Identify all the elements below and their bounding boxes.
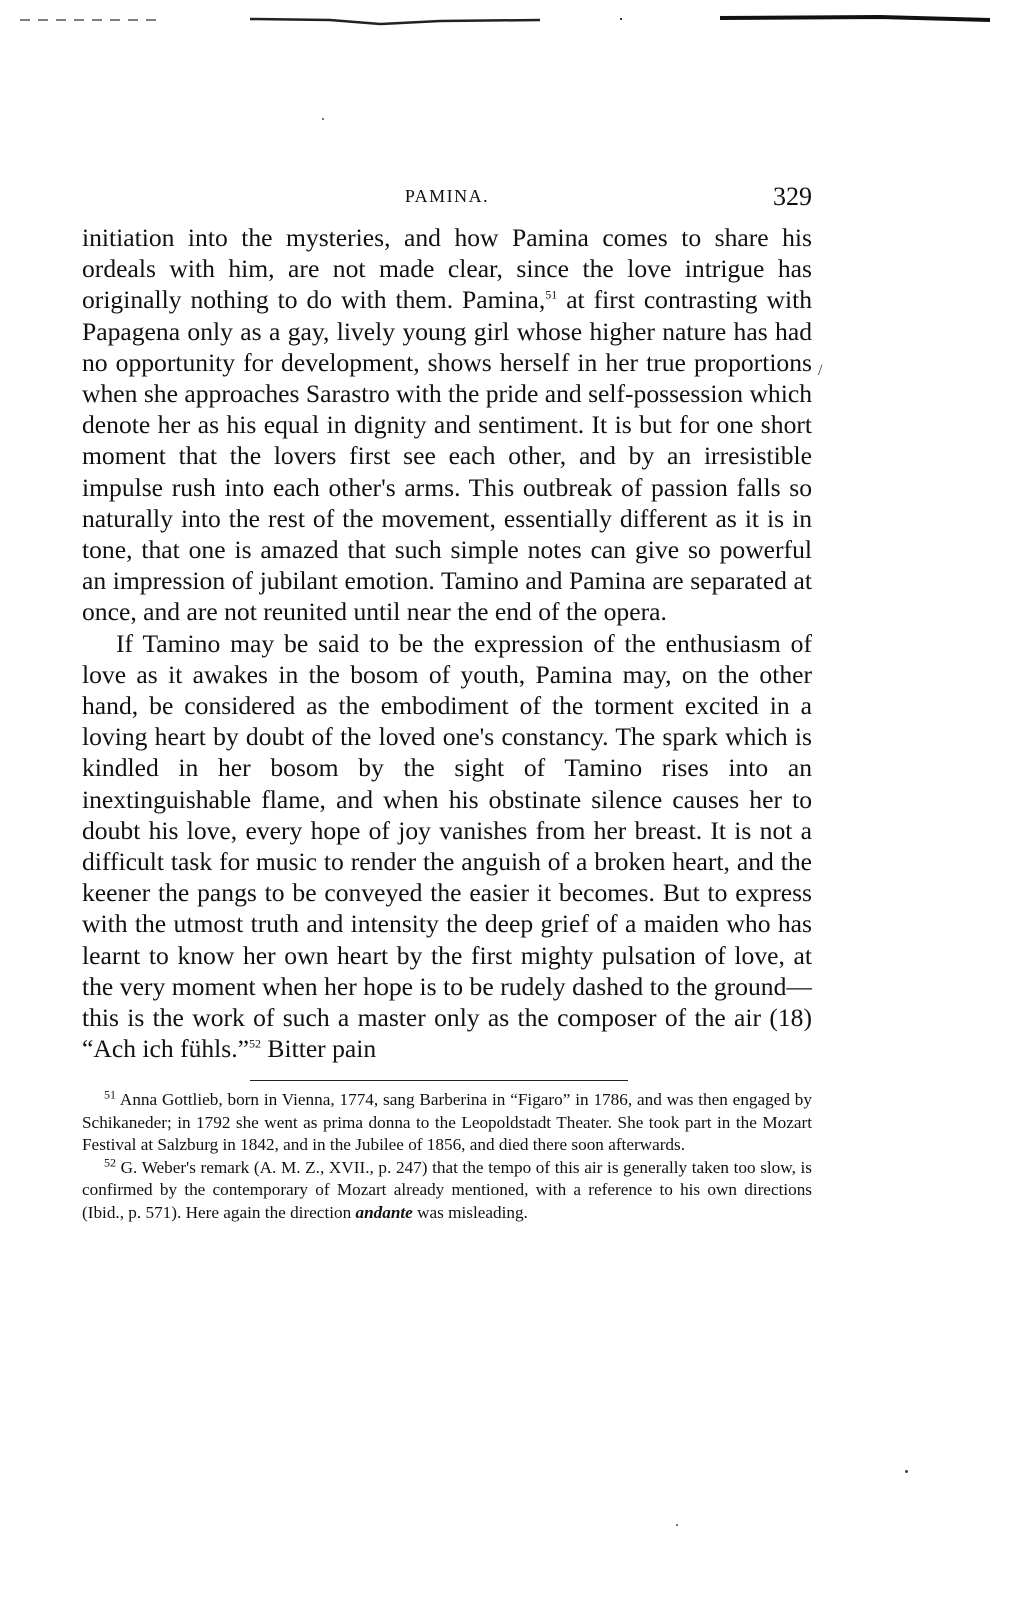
body-text bbox=[82, 222, 812, 1064]
footnotes bbox=[82, 1089, 812, 1223]
footnote-marker: 51 bbox=[104, 1087, 116, 1102]
scan-speck bbox=[322, 118, 324, 120]
paragraph bbox=[82, 628, 812, 1065]
running-title: PAMINA. bbox=[404, 186, 490, 206]
paragraph-text: If Tamino may be said to be the expression of the enthusiasm of love as it awakes in the bosom of youth, Pamina may, on the other hand, be considered as the embodiment of the torment excited in a loving heart by doubt of the loved one's constancy. The spark which is kindled in her bosom by the sight of Tamino rises into an inextinguishable flame, and when his obstinate silence causes her to doubt his love, every hope of joy vanishes from her breast. It is not a difficult task for music to render the anguish of a broken heart, and the keener the pangs to be conveyed the easier it becomes. But to express with the utmost truth and intensity the deep grief of a maiden who has learnt to know her own heart by the first mighty pulsation of love, at the very moment when her hope is to be rudely dashed to the ground—this is the work of such a master only as the composer of the air (18) “Ach ich fühls.” bbox=[82, 628, 812, 1064]
scan-speck bbox=[905, 1470, 908, 1473]
footnote-reference: 51 bbox=[545, 287, 558, 302]
paragraph-text: Bitter pain bbox=[261, 1034, 377, 1064]
footnote-reference: 52 bbox=[249, 1036, 262, 1051]
margin-tick-mark: / bbox=[818, 362, 823, 379]
footnote-text: Anna Gottlieb, born in Vienna, 1774, sang Barberina in “Figaro” in 1786, and was then engaged by Schikaneder; in 1792 she went as prima donna to the Leopoldstadt Theater. She took part in the Mozart Festival at Salzburg in 1842, and in the Jubilee of 1856, and died there soon afterwards. bbox=[82, 1090, 812, 1155]
scan-edge-marks bbox=[20, 14, 1000, 30]
scan-speck bbox=[676, 1524, 678, 1526]
page-header bbox=[82, 182, 812, 222]
paragraph bbox=[82, 222, 812, 628]
paragraph-text: initiation into the mysteries, and how Pamina comes to share his ordeals with him, are not made clear, since the love intrigue has originally nothing to do with them. Pamina, bbox=[82, 223, 812, 315]
footnote bbox=[82, 1089, 812, 1156]
footnote-marker: 52 bbox=[104, 1154, 116, 1169]
footnote-italic-term: andante bbox=[355, 1202, 413, 1222]
footnote-rule bbox=[250, 1080, 628, 1081]
page-number: 329 bbox=[773, 182, 812, 211]
book-page bbox=[82, 182, 812, 1224]
paragraph-text: at first contrasting with Papagena only as a gay, lively young girl whose higher nature has had no opportunity for development, shows herself in her true proportions when she approaches Sarastro with the pride and self-possession which denote her as his equal in dignity and sentiment. It is but for one short moment that the lovers first see each other, and by an irresistible impulse rush into each other's arms. This outbreak of passion falls so naturally into the rest of the movement, essentially different as it is in tone, that one is amazed that such simple notes can give so powerful an impression of jubilant emotion. Tamino and Pamina are separated at once, and are not reunited until near the end of the opera. bbox=[82, 285, 812, 627]
footnote-text: was misleading. bbox=[412, 1202, 528, 1222]
footnote-text: G. Weber's remark (A. M. Z., XVII., p. 247) that the tempo of this air is generally taken too slow, is confirmed by the contemporary of Mozart already mentioned, with a reference to his own directions (Ibid., p. 571). Here again the direction bbox=[82, 1157, 812, 1222]
footnote bbox=[82, 1154, 812, 1224]
